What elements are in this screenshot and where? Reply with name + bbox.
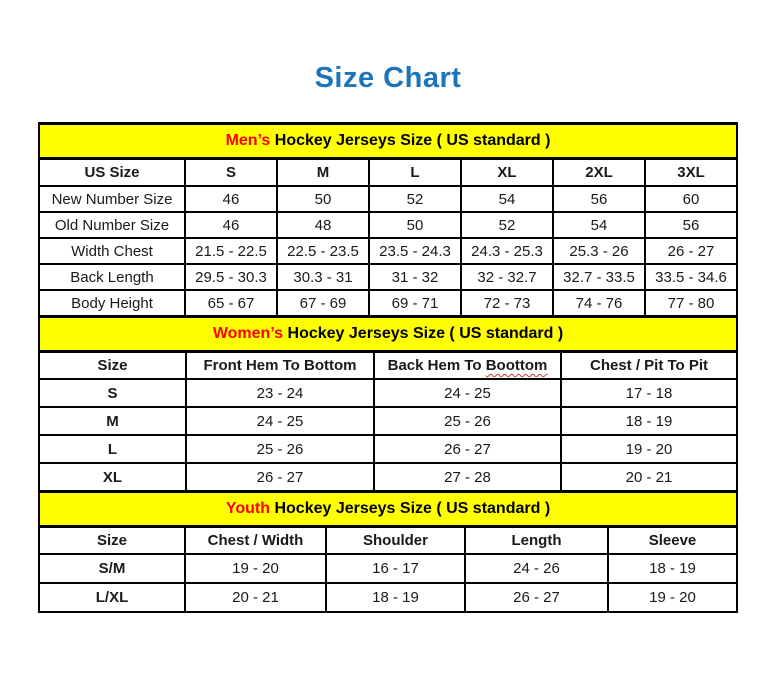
back-hem-label-prefix: Back Hem To	[387, 357, 486, 374]
size-value-cell: 24 - 25	[374, 379, 561, 407]
size-value-cell: 22.5 - 23.5	[277, 238, 369, 264]
womens-size-table	[38, 315, 738, 492]
youth-size-table	[38, 490, 738, 613]
column-header: Size	[39, 527, 185, 555]
table-row	[39, 463, 737, 491]
womens-column-header-row	[39, 352, 737, 380]
column-header: L	[369, 159, 461, 187]
size-value-cell: 77 - 80	[645, 290, 737, 316]
size-value-cell: 25.3 - 26	[553, 238, 645, 264]
size-value-cell: 23.5 - 24.3	[369, 238, 461, 264]
size-value-cell: 54	[461, 186, 553, 212]
size-value-cell: 20 - 21	[185, 583, 326, 612]
row-label-cell: New Number Size	[39, 186, 185, 212]
size-value-cell: 50	[277, 186, 369, 212]
table-row	[39, 554, 737, 583]
spellcheck-squiggle-word: Boottom	[485, 357, 548, 374]
size-value-cell: 19 - 20	[608, 583, 737, 612]
size-value-cell: 26 - 27	[645, 238, 737, 264]
size-value-cell: 24 - 25	[186, 407, 374, 435]
table-row	[39, 212, 737, 238]
size-value-cell: 25 - 26	[374, 407, 561, 435]
row-label-cell: Width Chest	[39, 238, 185, 264]
size-value-cell: 23 - 24	[186, 379, 374, 407]
size-value-cell: 56	[553, 186, 645, 212]
row-label-cell: Back Length	[39, 264, 185, 290]
size-value-cell: 17 - 18	[561, 379, 737, 407]
table-row	[39, 407, 737, 435]
womens-section-highlight: Women’s	[212, 325, 284, 342]
size-tables-block	[38, 122, 736, 613]
row-label-cell: Old Number Size	[39, 212, 185, 238]
size-value-cell: 18 - 19	[561, 407, 737, 435]
page-title: Size Chart	[314, 62, 462, 94]
size-value-cell: 19 - 20	[185, 554, 326, 583]
size-value-cell: 52	[369, 186, 461, 212]
size-value-cell: 56	[645, 212, 737, 238]
size-value-cell: 24 - 26	[465, 554, 608, 583]
column-header: US Size	[39, 159, 185, 187]
mens-section-header	[39, 124, 737, 159]
size-value-cell: 32 - 32.7	[461, 264, 553, 290]
column-header-misspelled	[374, 352, 561, 380]
size-value-cell: 19 - 20	[561, 435, 737, 463]
mens-section-header-row	[39, 124, 737, 159]
size-value-cell: 50	[369, 212, 461, 238]
youth-section-highlight: Youth	[225, 500, 271, 517]
size-value-cell: 69 - 71	[369, 290, 461, 316]
size-value-cell: 72 - 73	[461, 290, 553, 316]
womens-section-header	[39, 317, 737, 352]
table-row	[39, 435, 737, 463]
row-label-cell: L	[39, 435, 186, 463]
row-label-cell: S	[39, 379, 186, 407]
size-value-cell: 33.5 - 34.6	[645, 264, 737, 290]
size-value-cell: 29.5 - 30.3	[185, 264, 277, 290]
column-header: M	[277, 159, 369, 187]
column-header: 3XL	[645, 159, 737, 187]
size-value-cell: 26 - 27	[374, 435, 561, 463]
size-value-cell: 48	[277, 212, 369, 238]
column-header: Length	[465, 527, 608, 555]
size-value-cell: 26 - 27	[186, 463, 374, 491]
size-value-cell: 31 - 32	[369, 264, 461, 290]
column-header: Front Hem To Bottom	[186, 352, 374, 380]
column-header: Size	[39, 352, 186, 380]
size-value-cell: 18 - 19	[326, 583, 465, 612]
youth-section-header-row	[39, 492, 737, 527]
column-header: S	[185, 159, 277, 187]
size-value-cell: 20 - 21	[561, 463, 737, 491]
size-value-cell: 30.3 - 31	[277, 264, 369, 290]
row-label-cell: Body Height	[39, 290, 185, 316]
size-value-cell: 27 - 28	[374, 463, 561, 491]
table-row	[39, 379, 737, 407]
size-value-cell: 60	[645, 186, 737, 212]
column-header: XL	[461, 159, 553, 187]
column-header: Chest / Pit To Pit	[561, 352, 737, 380]
mens-column-header-row	[39, 159, 737, 187]
table-row	[39, 238, 737, 264]
table-row	[39, 186, 737, 212]
table-row	[39, 264, 737, 290]
size-value-cell: 24.3 - 25.3	[461, 238, 553, 264]
size-value-cell: 26 - 27	[465, 583, 608, 612]
row-label-cell: L/XL	[39, 583, 185, 612]
youth-section-header-rest: Hockey Jerseys Size ( US standard )	[270, 500, 551, 517]
youth-section-header	[39, 492, 737, 527]
column-header: Sleeve	[608, 527, 737, 555]
womens-section-header-rest: Hockey Jerseys Size ( US standard )	[283, 325, 564, 342]
size-value-cell: 65 - 67	[185, 290, 277, 316]
size-value-cell: 32.7 - 33.5	[553, 264, 645, 290]
row-label-cell: M	[39, 407, 186, 435]
size-value-cell: 74 - 76	[553, 290, 645, 316]
mens-section-header-rest: Hockey Jerseys Size ( US standard )	[270, 132, 551, 149]
size-value-cell: 16 - 17	[326, 554, 465, 583]
table-row	[39, 290, 737, 316]
size-value-cell: 54	[553, 212, 645, 238]
column-header: 2XL	[553, 159, 645, 187]
womens-section-header-row	[39, 317, 737, 352]
column-header: Chest / Width	[185, 527, 326, 555]
table-row	[39, 583, 737, 612]
row-label-cell: S/M	[39, 554, 185, 583]
youth-column-header-row	[39, 527, 737, 555]
size-value-cell: 18 - 19	[608, 554, 737, 583]
mens-size-table	[38, 122, 738, 317]
row-label-cell: XL	[39, 463, 186, 491]
size-value-cell: 25 - 26	[186, 435, 374, 463]
size-value-cell: 46	[185, 186, 277, 212]
size-value-cell: 46	[185, 212, 277, 238]
column-header: Shoulder	[326, 527, 465, 555]
size-value-cell: 21.5 - 22.5	[185, 238, 277, 264]
size-value-cell: 52	[461, 212, 553, 238]
mens-section-highlight: Men’s	[225, 132, 271, 149]
size-value-cell: 67 - 69	[277, 290, 369, 316]
